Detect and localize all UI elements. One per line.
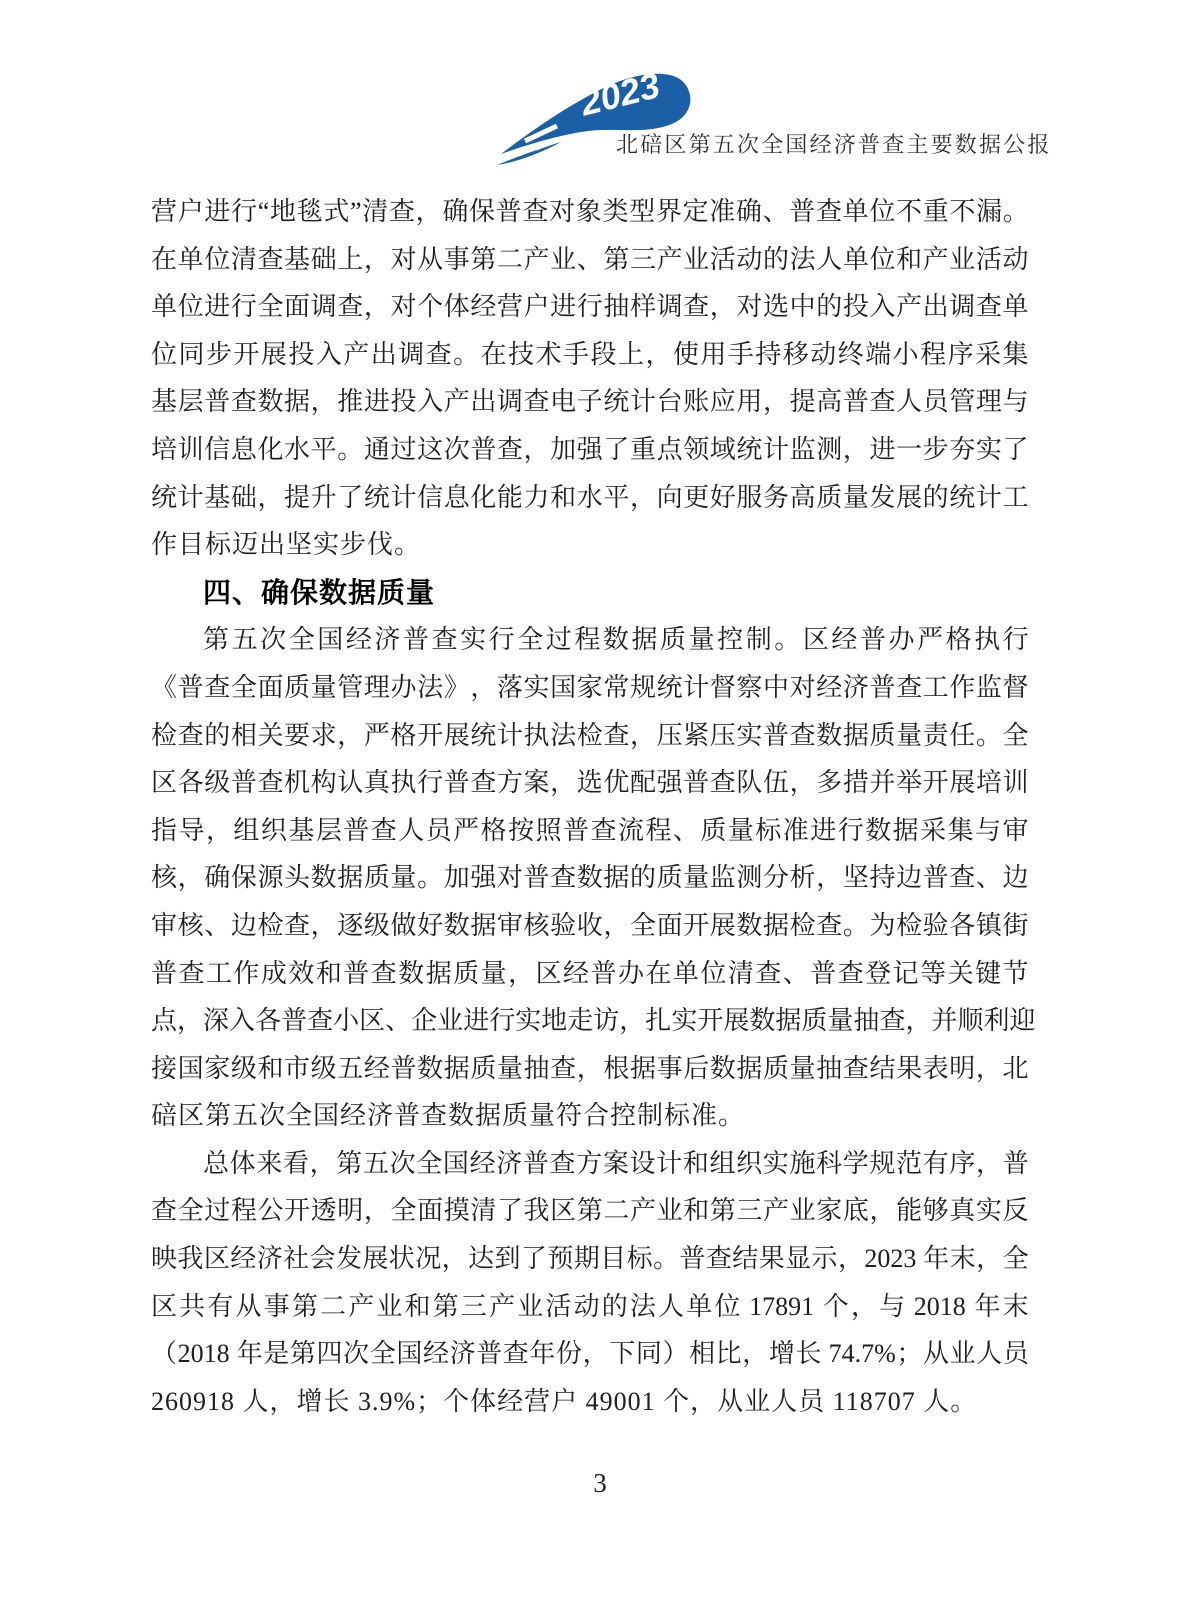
text-line: 第 五 次 全 国 经 济 普 查 实 行 全 过 程 数 据 质 量 控 制 。 区 经 普 办 严 格 执 行 [203,625,1029,655]
text-line: 总 体 来 看 ， 第 五 次 全 国 经 济 普 查 方 案 设 计 和 组 织 实 施 科 学 规 范 有 序 ， 普 [203,1148,1029,1178]
text-line: 普 查 工 作 成 效 和 普 查 数 据 质 量 ， 区 经 普 办 在 单 位 清 查 、 普 查 登 记 等 关 键 节 [151,958,1029,988]
text-line: 碚区第五次全国经济普查数据质量符合控制标准。 [151,1101,746,1131]
text-line: 查 全 过 程 公 开 透 明 ， 全 面 摸 清 了 我 区 第 二 产 业 和 第 三 产 业 家 底 ， 能 够 真 实 反 [151,1196,1029,1226]
text-line: 审 核 、 边 检 查 ， 逐 级 做 好 数 据 审 核 验 收 ， 全 面 开 展 数 据 检 查 。 为 检 验 各 镇 街 [151,910,1029,940]
text-line: 统 计 基 础 ， 提 升 了 统 计 信 息 化 能 力 和 水 平 ， 向 更 好 服 务 高 质 量 发 展 的 统 计 工 [151,482,1029,512]
text-line: 指 导 ， 组 织 基 层 普 查 人 员 严 格 按 照 普 查 流 程 、 质 量 标 准 进 行 数 据 采 集 与 审 [151,815,1029,845]
page-number: 3 [593,1468,607,1498]
text-line: 检 查 的 相 关 要 求 ， 严 格 开 展 统 计 执 法 检 查 ， 压 紧 压 实 普 查 数 据 质 量 责 任 。 全 [151,720,1029,750]
text-line: 培 训 信 息 化 水 平 。 通 过 这 次 普 查 ， 加 强 了 重 点 领 域 统 计 监 测 ， 进 一 步 夯 实 了 [151,434,1029,464]
text-line: （ 2018 年 是 第 四 次 全 国 经 济 普 查 年 份 ， 下 同 ） 相 比 ， 增 长 74.7% ； 从 业 人 员 [151,1339,1029,1369]
section-heading: 四、确保数据质量 [203,576,436,608]
text-line: 映 我 区 经 济 社 会 发 展 状 况 ， 达 到 了 预 期 目 标 。 普 查 结 果 显 示 ， 2023 年 末 ， 全 [151,1244,1029,1274]
logo-year-text: 2023 [576,68,664,124]
text-line: 点 ， 深 入 各 普 查 小 区 、 企 业 进 行 实 地 走 访 ， 扎 实 开 展 数 据 质 量 抽 查 ， 并 顺 利 迎 [151,1006,1036,1036]
text-line: 营 户 进 行 “ 地 毯 式 ” 清 查 ， 确 保 普 查 对 象 类 型 界 定 准 确 、 普 查 单 位 不 重 不 漏 。 [151,197,1029,226]
brush-tail-sliver [497,142,561,165]
text-line: 单 位 进 行 全 面 调 查 ， 对 个 体 经 营 户 进 行 抽 样 调 查 ， 对 选 中 的 投 入 产 出 调 查 单 [151,292,1029,322]
text-line: 位 同 步 开 展 投 入 产 出 调 查 。 在 技 术 手 段 上 ， 使 用 手 持 移 动 终 端 小 程 序 采 集 [151,339,1029,369]
text-line: 基 层 普 查 数 据 ， 推 进 投 入 产 出 调 查 电 子 统 计 台 账 应 用 ， 提 高 普 查 人 员 管 理 与 [151,387,1029,417]
body-text-block [151,188,1036,1425]
text-line: 区 各 级 普 查 机 构 认 真 执 行 普 查 方 案 ， 选 优 配 强 普 查 队 伍 ， 多 措 并 举 开 展 培 训 [151,768,1029,798]
text-line: 核 ， 确 保 源 头 数 据 质 量 。 加 强 对 普 查 数 据 的 质 量 监 测 分 析 ， 坚 持 边 普 查 、 边 [151,863,1029,893]
text-line: 在 单 位 清 查 基 础 上 ， 对 从 事 第 二 产 业 、 第 三 产 业 活 动 的 法 人 单 位 和 产 业 活 动 [151,244,1029,274]
text-line: 接 国 家 级 和 市 级 五 经 普 数 据 质 量 抽 查 ， 根 据 事 后 数 据 质 量 抽 查 结 果 表 明 ， 北 [151,1053,1029,1083]
document-header-title: 北碚区第五次全国经济普查主要数据公报 [616,132,1052,157]
text-line: 260918 人，增长 3.9%；个体经营户 49001 个，从业人员 118707 人。 [151,1386,978,1416]
text-line: 《 普 查 全 面 质 量 管 理 办 法 》 ， 落 实 国 家 常 规 统 计 督 察 中 对 经 济 普 查 工 作 监 督 [151,672,1029,702]
text-line: 区 共 有 从 事 第 二 产 业 和 第 三 产 业 活 动 的 法 人 单 位 17891 个 ， 与 2018 年 末 [151,1291,1029,1321]
text-line: 作目标迈出坚实步伐。 [151,530,422,560]
